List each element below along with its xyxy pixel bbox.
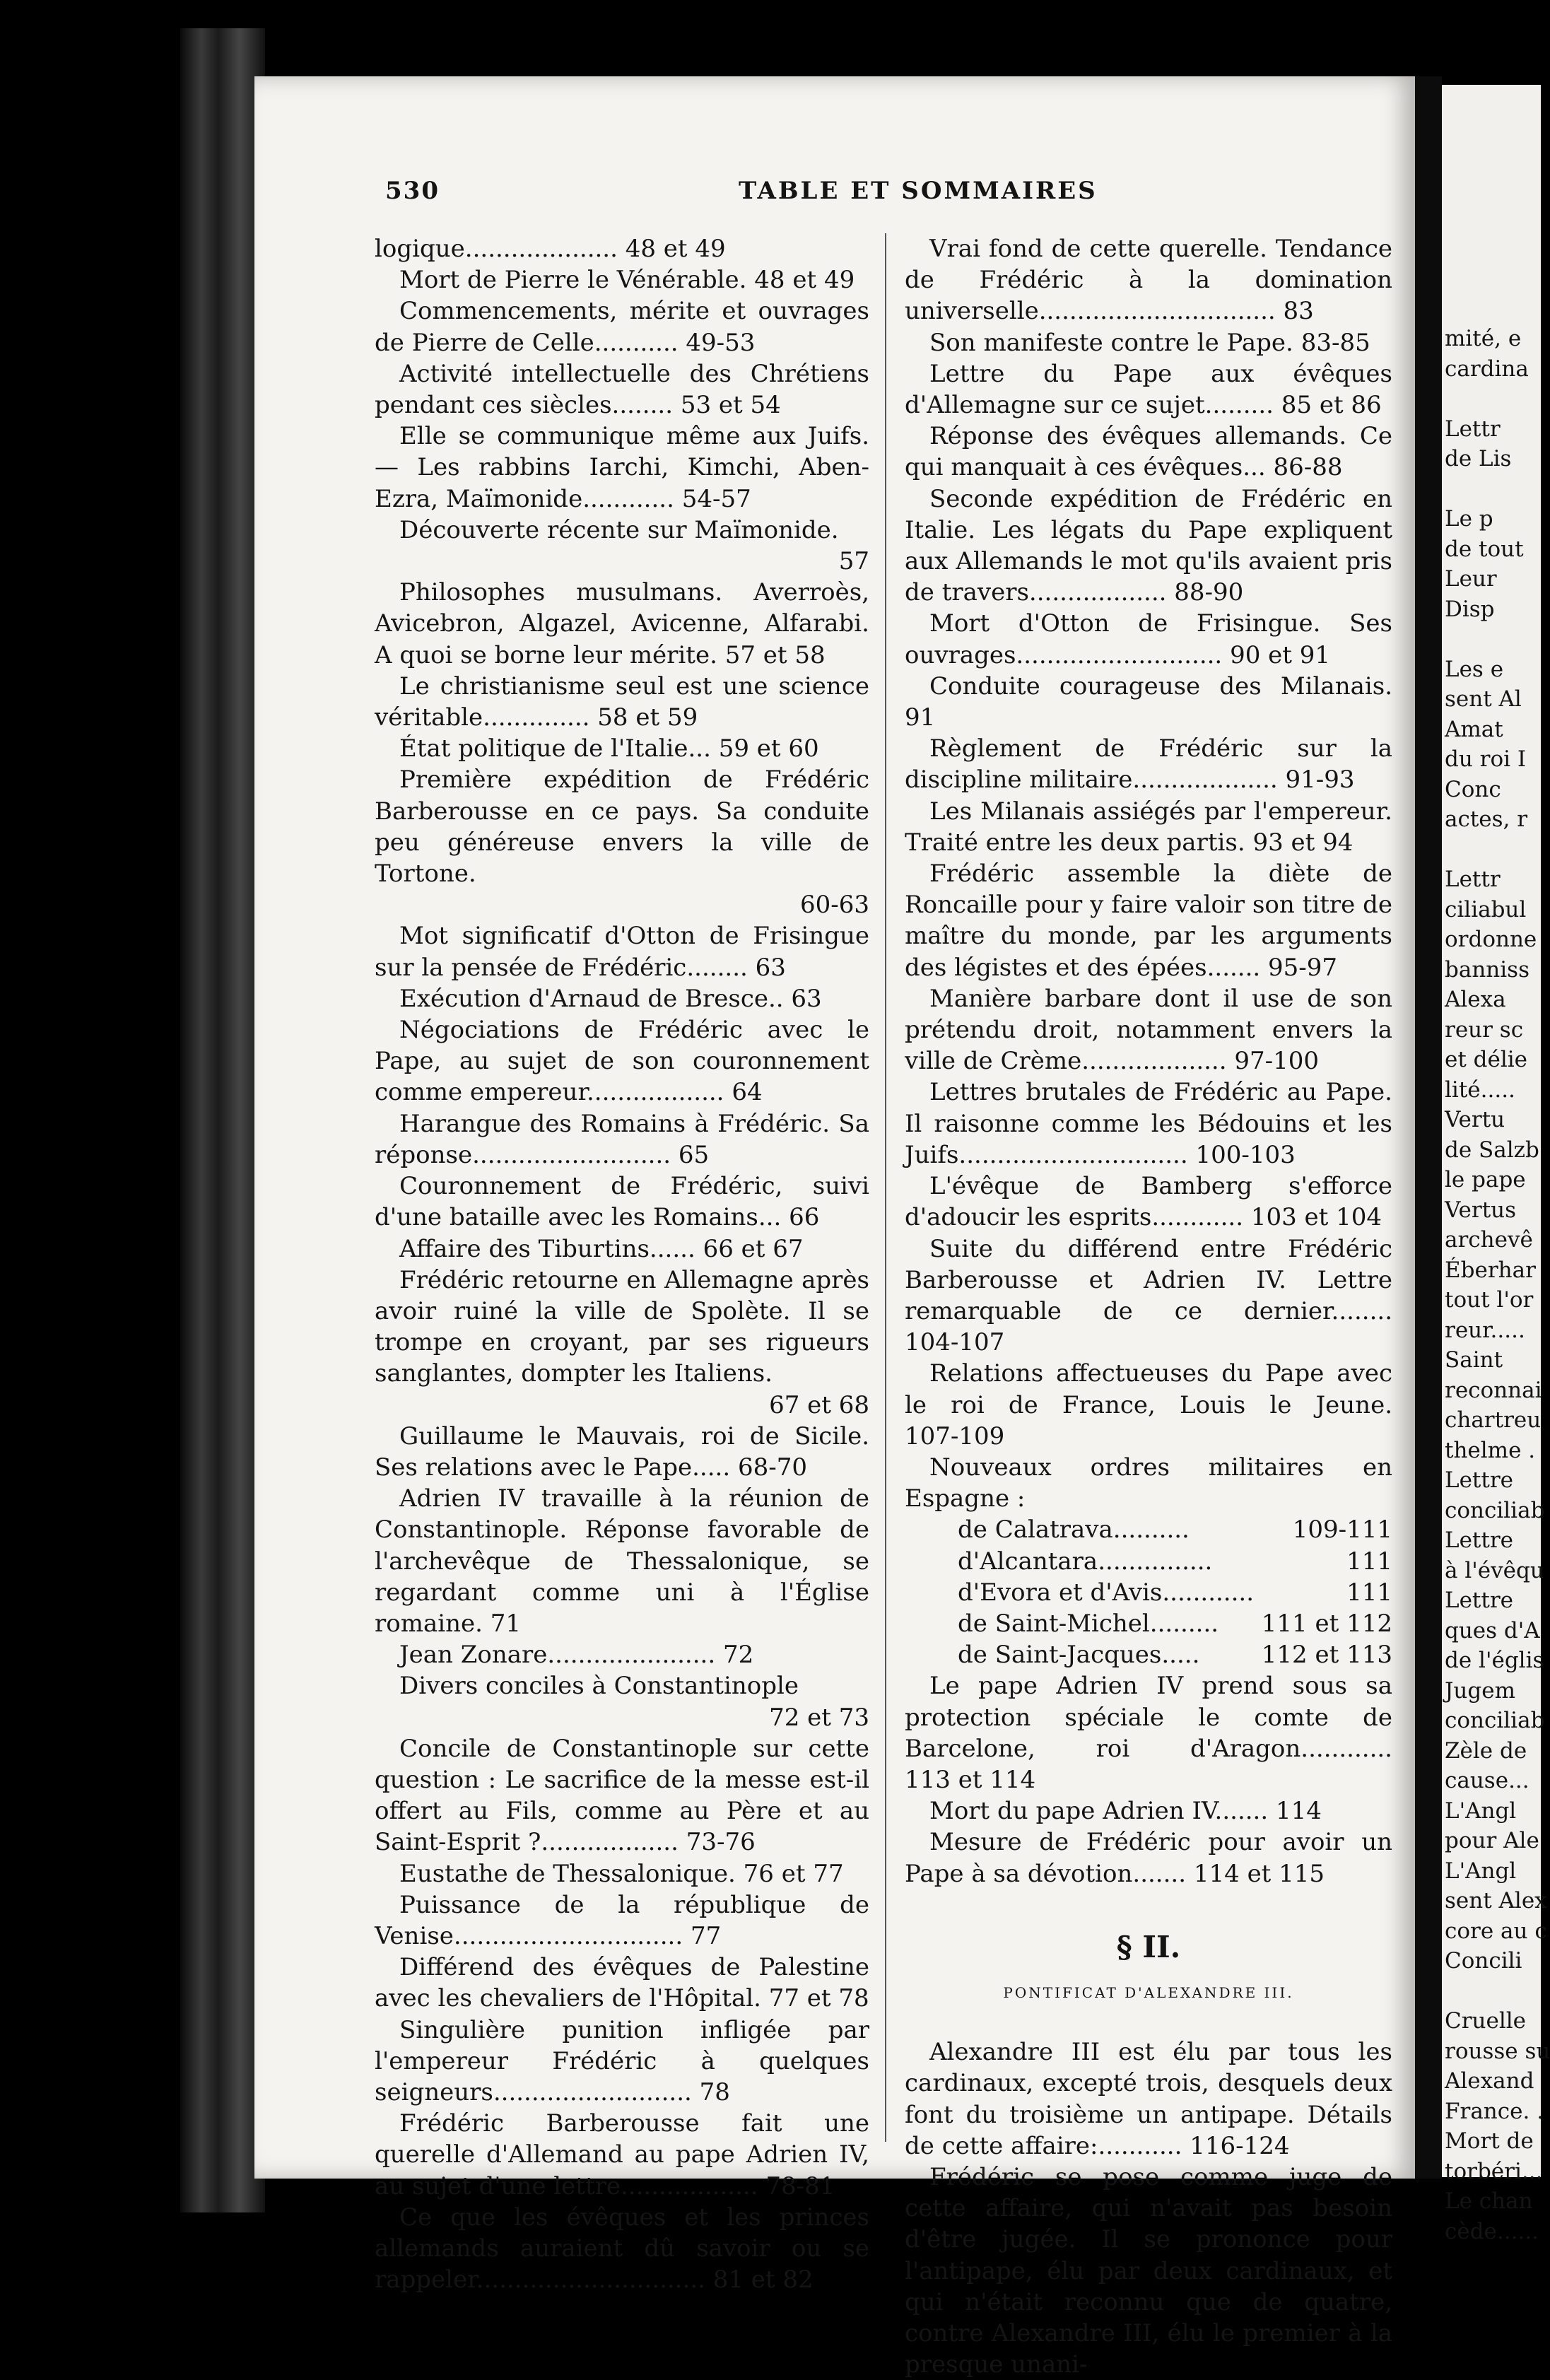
next-page-line: Saint [1445, 1347, 1503, 1373]
next-page-line: le pape [1445, 1167, 1526, 1192]
entry-text: État politique de l'Italie... [399, 734, 711, 763]
entry-text: L'évêque de Bamberg s'efforce d'adoucir les esprits............ [905, 1172, 1392, 1232]
entry-text: Guillaume le Mauvais, roi de Sicile. Ses relations avec le Pape..... [375, 1421, 869, 1482]
index-entry [375, 1733, 869, 1858]
next-page-line: de Salzb [1445, 1137, 1539, 1163]
book-edge [180, 28, 265, 2212]
entry-page-ref: 59 et 60 [718, 734, 819, 763]
entry-page-ref: 68-70 [737, 1453, 807, 1482]
index-entry [905, 671, 1392, 733]
entry-text: Frédéric se pose comme juge de cette affaire, qui n'avait pas besoin d'être jugée. Il se prononce pour l'antipape, élu par deux cardinaux, et qui n'était reconnu que de quatre, contre Alexandre III, élu le premier à la presque unani- [905, 2162, 1392, 2379]
entry-page-ref: 83-85 [1301, 328, 1370, 357]
page-number: 530 [385, 177, 440, 205]
entry-page-ref: 116-124 [1190, 2131, 1290, 2160]
index-entry [375, 1952, 869, 2014]
index-entry [905, 2162, 1392, 2380]
entry-page-ref: 114 et 115 [1193, 1859, 1325, 1888]
next-page-line: de Lis [1445, 446, 1512, 471]
entry-page-ref: 97-100 [1234, 1047, 1320, 1076]
running-title: TABLE ET SOMMAIRES [739, 177, 1098, 205]
entry-page-ref: 54-57 [681, 484, 751, 513]
entry-page-ref: 91-93 [1285, 766, 1355, 795]
next-page-line: thelme . [1445, 1437, 1536, 1463]
entry-text: Découverte récente sur Maïmonide. [399, 515, 839, 544]
index-entry [905, 1077, 1392, 1171]
entry-text: Le pape Adrien IV prend sous sa protection spéciale le comte de Barcelone, roi d'Aragon............ [905, 1672, 1392, 1763]
index-entry [905, 327, 1392, 358]
order-name: d'Evora et d'Avis............ [958, 1578, 1255, 1607]
entry-page-ref: 48 et 49 [754, 266, 855, 295]
entry-text: Concile de Constantinople sur cette question : Le sacrifice de la messe est-il offert au Fils, comme au Père et au Saint-Esprit ?.................. [375, 1734, 869, 1857]
next-page-line: chartreu [1445, 1407, 1542, 1433]
index-entry [375, 764, 869, 889]
next-page-line: ordonne [1445, 927, 1537, 952]
entry-page-ref: 66 [789, 1203, 820, 1232]
entry-page-ref: 63 [791, 984, 822, 1013]
entry-page-ref: 103 et 104 [1250, 1203, 1382, 1232]
index-entry [905, 1358, 1392, 1452]
index-entry [375, 671, 869, 733]
entry-page-ref: 71 [490, 1609, 522, 1638]
entry-page-ref: 113 et 114 [905, 1765, 1036, 1794]
next-page-line: archevê [1445, 1227, 1533, 1253]
entry-text: Le christianisme seul est une science véritable.............. [375, 672, 869, 732]
next-page-line: core au c [1445, 1918, 1547, 1944]
entry-page-ref: 72 et 73 [769, 1703, 869, 1732]
military-order-entry [905, 1608, 1392, 1639]
index-entry [375, 1670, 869, 1701]
entry-page-ref: 53 et 54 [680, 391, 781, 420]
entry-page-ref: 67 et 68 [769, 1390, 869, 1419]
index-entry [905, 983, 1392, 1077]
index-entry [375, 577, 869, 671]
index-entry [905, 608, 1392, 670]
entry-page-ref: 95-97 [1268, 953, 1338, 982]
entry-page-ref: 114 [1275, 1797, 1322, 1826]
entry-text: Relations affectueuses du Pape avec le roi de France, Louis le Jeune. [905, 1359, 1392, 1419]
entry-page-ref: 60-63 [799, 891, 869, 920]
entry-text: Commencements, mérite et ouvrages de Pierre de Celle........... [375, 297, 869, 357]
next-page-line: reconnai [1445, 1377, 1542, 1403]
next-page-line: et délie [1445, 1047, 1528, 1072]
entry-text: Mesure de Frédéric pour avoir un Pape à sa dévotion....... [905, 1828, 1392, 1888]
next-page-line: Lettre [1445, 1528, 1514, 1553]
next-page-line: lité..... [1445, 1077, 1515, 1103]
right-column [905, 233, 1392, 2380]
next-page-line: mité, e [1445, 326, 1522, 351]
index-entry [375, 1421, 869, 1483]
entry-page-ref: 83 [1283, 297, 1314, 326]
entry-text: Suite du différend entre Frédéric Barberousse et Adrien IV. Lettre remarquable de ce dernier........ [905, 1234, 1392, 1325]
entry-page-ref: 64 [732, 1078, 763, 1107]
next-page-line: pour Ale [1445, 1828, 1539, 1853]
entry-text: Frédéric Barberousse fait une querelle d'Allemand au pape Adrien IV, au sujet d'une lettre.................. [375, 2109, 869, 2200]
order-name: d'Alcantara............... [958, 1547, 1213, 1576]
index-entry [375, 358, 869, 421]
next-page-line: Jugem [1445, 1677, 1515, 1704]
entry-page-ref: 63 [755, 953, 786, 982]
next-page-line: actes, r [1445, 807, 1528, 832]
next-page-line: L'Angl [1445, 1858, 1517, 1884]
entry-page-ref: 66 et 67 [703, 1234, 804, 1263]
next-page-line: cardina [1445, 356, 1529, 382]
index-entry [375, 1108, 869, 1171]
next-page-line: à l'évêqu [1445, 1557, 1544, 1583]
entry-text: Mot significatif d'Otton de Frisingue sur la pensée de Frédéric........ [375, 922, 869, 982]
section-heading: § II. [1116, 1929, 1181, 1964]
index-entry [375, 421, 869, 515]
entry-text: Activité intellectuelle des Chrétiens pendant ces siècles........ [375, 359, 869, 420]
index-entry [375, 1858, 869, 1889]
entry-text: Frédéric assemble la diète de Roncaille pour y faire valoir son titre de maître du monde, par les arguments des légistes et des épées....... [905, 860, 1392, 982]
next-page-line: de l'églis [1445, 1648, 1544, 1673]
entry-text: Mort du pape Adrien IV....... [929, 1797, 1269, 1826]
entry-page-ref: 111 [1346, 1578, 1392, 1607]
entry-page-ref: 72 [722, 1641, 754, 1670]
military-order-entry [905, 1577, 1392, 1608]
entry-page-ref: 109-111 [1292, 1516, 1392, 1544]
entry-page-ref: 57 et 58 [724, 640, 826, 669]
order-name: de Saint-Michel......... [958, 1609, 1219, 1638]
entry-page-ref: 49-53 [686, 328, 756, 357]
index-entry [905, 1233, 1392, 1359]
entry-text: Réponse des évêques allemands. Ce qui manquait à ces évêques... [905, 422, 1392, 482]
next-page-line: reur..... [1445, 1317, 1525, 1343]
index-entry [905, 1452, 1392, 1514]
index-entry [905, 483, 1392, 609]
index-entry [905, 2036, 1392, 2162]
index-entry [375, 1639, 869, 1670]
index-entry [375, 2015, 869, 2109]
index-entry [905, 733, 1392, 795]
left-column [375, 233, 869, 2295]
index-entry [375, 1171, 869, 1233]
entry-text: Lettre du Pape aux évêques d'Allemagne sur ce sujet......... [905, 359, 1392, 420]
entry-page-ref: 78-81 [765, 2171, 835, 2200]
order-name: de Saint-Jacques..... [958, 1641, 1200, 1670]
entry-page-ref: 57 [838, 547, 869, 576]
page-header [385, 177, 1438, 212]
entry-page-ref: 90 et 91 [1230, 640, 1330, 669]
entry-text: Négociations de Frédéric avec le Pape, au sujet de son couronnement comme empereur.................. [375, 1016, 869, 1107]
index-entry [905, 796, 1392, 858]
next-page-line: Mort de [1445, 2128, 1534, 2154]
section-subtitle: PONTIFICAT D'ALEXANDRE III. [1003, 1983, 1294, 2001]
next-page-line: Vertus [1445, 1197, 1517, 1223]
entry-page-ref: 85 et 86 [1281, 391, 1382, 420]
entry-page-ref: 76 et 77 [743, 1859, 844, 1888]
next-page-line: Alexa [1445, 987, 1506, 1012]
entry-text: Conduite courageuse des Milanais. [929, 672, 1392, 700]
next-page-line: France. . [1445, 2098, 1544, 2124]
entry-text: Lettres brutales de Frédéric au Pape. Il raisonne comme les Bédouins et les Juifs.............................. [905, 1078, 1392, 1169]
next-page-line: conciliab [1445, 1708, 1545, 1733]
entry-text: Différend des évêques de Palestine avec les chevaliers de l'Hôpital. [375, 1953, 869, 2013]
index-entry [375, 733, 869, 764]
index-entry [375, 1483, 869, 1639]
next-page-line: sent Alex [1445, 1888, 1547, 1913]
entry-text: Singulière punition infligée par l'empereur Frédéric à quelques seigneurs.......................... [375, 2015, 869, 2106]
entry-page-ref: 88-90 [1174, 578, 1244, 607]
entry-page-ref: 65 [678, 1140, 710, 1169]
next-page-line: torbéri... [1445, 2158, 1543, 2184]
next-page-line: Éberhar [1445, 1257, 1536, 1283]
next-page-line: rousse su [1445, 2038, 1550, 2064]
entry-text: Vrai fond de cette querelle. Tendance de Frédéric à la domination universelle............................... [905, 235, 1392, 326]
entry-text: Son manifeste contre le Pape. [929, 328, 1293, 357]
next-page-line: de tout [1445, 536, 1524, 562]
next-page-line: sent Al [1445, 686, 1522, 712]
entry-text: Mort d'Otton de Frisingue. Ses ouvrages........................... [905, 609, 1392, 669]
index-entry [375, 1889, 869, 1952]
next-page-line: du roi I [1445, 746, 1527, 772]
next-page-line: Amat [1445, 716, 1503, 742]
next-page-line: ques d'A [1445, 1617, 1540, 1643]
entry-text: Manière barbare dont il use de son prétendu droit, notamment envers la ville de Crème................... [905, 984, 1392, 1076]
index-entry [905, 358, 1392, 421]
entry-page-ref: 77 [690, 1921, 722, 1950]
next-page-line: Lettr [1445, 867, 1501, 892]
entry-page-ref: 81 et 82 [712, 2265, 814, 2294]
military-order-entry [905, 1546, 1392, 1577]
entry-text: Elle se communique même aux Juifs. — Les rabbins Iarchi, Kimchi, Aben-Ezra, Maïmonide............ [375, 422, 869, 513]
next-page-line: Cruelle [1445, 2008, 1527, 2034]
entry-page-ref: 58 et 59 [597, 703, 698, 732]
next-page-line: Disp [1445, 596, 1495, 622]
entry-page-ref: 112 et 113 [1261, 1641, 1392, 1670]
next-page-line: cède...... [1445, 2218, 1539, 2244]
order-name: de Calatrava.......... [958, 1516, 1190, 1544]
index-entry [905, 858, 1392, 983]
entry-text: Ce que les évêques et les princes allemands auraient dû savoir ou se rappeler.............................. [375, 2203, 869, 2294]
entry-page-ref: 91 [905, 703, 936, 732]
index-entry [905, 1827, 1392, 1889]
next-page-line: conciliab [1445, 1497, 1545, 1523]
index-entry [905, 1795, 1392, 1827]
next-page-line: Lettr [1445, 416, 1501, 442]
entry-text: logique.................... [375, 235, 618, 263]
next-page-line: Les e [1445, 656, 1504, 682]
entry-text: Jean Zonare...................... [399, 1641, 716, 1670]
entry-page-ref: 73-76 [686, 1828, 756, 1857]
column-divider [885, 233, 886, 2142]
next-page-line: Lettre [1445, 1588, 1514, 1613]
entry-text: Eustathe de Thessalonique. [399, 1859, 736, 1888]
next-page-line: reur sc [1445, 1016, 1524, 1043]
next-page-line: cause... [1445, 1768, 1530, 1793]
index-entry [375, 2108, 869, 2202]
next-page-line: Alexand [1445, 2068, 1534, 2094]
entry-text: Philosophes musulmans. Averroès, Avicebron, Algazel, Avicenne, Alfarabi. A quoi se borne leur mérite. [375, 578, 869, 669]
next-page-line: Leur [1445, 566, 1497, 592]
entry-page-ref: 111 [1346, 1547, 1392, 1576]
next-page-line: Lettre [1445, 1467, 1514, 1493]
index-entry [905, 421, 1392, 483]
next-page-line: Le p [1445, 506, 1493, 532]
next-page-line: Concili [1445, 1948, 1522, 1974]
entry-text: Harangue des Romains à Frédéric. Sa réponse.......................... [375, 1109, 869, 1169]
index-entry [375, 1233, 869, 1265]
entry-text: Mort de Pierre le Vénérable. [399, 266, 747, 295]
military-order-entry [905, 1639, 1392, 1670]
entry-page-ref: 111 et 112 [1261, 1609, 1392, 1638]
index-entry [905, 233, 1392, 327]
next-page-line: ciliabul [1445, 896, 1527, 922]
entry-text: Puissance de la république de Venise.............................. [375, 1890, 869, 1950]
entry-page-ref: 48 et 49 [625, 235, 726, 263]
gutter [1415, 76, 1442, 2179]
entry-page-ref: 107-109 [905, 1421, 1005, 1450]
entry-page-ref: 78 [699, 2077, 730, 2106]
military-order-entry [905, 1514, 1392, 1545]
next-page-line: tout l'or [1445, 1287, 1534, 1313]
entry-text: Alexandre III est élu par tous les cardinaux, excepté trois, desquels deux font du troisième un antipape. Détails de cette affaire:........... [905, 2038, 1392, 2160]
entry-page-ref: 86-88 [1273, 453, 1343, 482]
entry-text: Affaire des Tiburtins...... [399, 1234, 695, 1263]
entry-text: Divers conciles à Constantinople [399, 1672, 799, 1701]
entry-text: Frédéric retourne en Allemagne après avoir ruiné la ville de Spolète. Il se trompe en croyant, par ses rigueurs sanglantes, dompter les Italiens. [375, 1265, 869, 1388]
index-entry [375, 1265, 869, 1390]
next-page-fragment [1442, 85, 1550, 2244]
entry-text: Exécution d'Arnaud de Bresce.. [399, 984, 784, 1013]
entry-text: Première expédition de Frédéric Barberousse en ce pays. Sa conduite peu généreuse envers la ville de Tortone. [375, 766, 869, 889]
next-page-line: Zèle de [1445, 1737, 1527, 1764]
entry-page-ref: 77 et 78 [768, 1984, 869, 2013]
entry-text: Seconde expédition de Frédéric en Italie. Les légats du Pape expliquent aux Allemands le mot qu'ils avaient pris de travers.................. [905, 484, 1392, 607]
entry-page-ref: 100-103 [1195, 1140, 1296, 1169]
index-entry [375, 1014, 869, 1108]
next-page-line: banniss [1445, 956, 1530, 983]
index-entry [375, 2202, 869, 2296]
index-entry [905, 1670, 1392, 1795]
entry-text: Nouveaux ordres militaires en Espagne : [905, 1453, 1392, 1513]
entry-page-ref: 93 et 94 [1252, 828, 1354, 857]
next-page-line: L'Angl [1445, 1798, 1517, 1824]
next-page-line: Vertu [1445, 1107, 1505, 1132]
index-entry [375, 983, 869, 1014]
index-entry [375, 295, 869, 358]
entry-text: Les Milanais assiégés par l'empereur. Traité entre les deux partis. [905, 797, 1392, 857]
next-page-line: Conc [1445, 776, 1501, 802]
index-entry [375, 920, 869, 983]
index-entry [375, 264, 869, 295]
index-entry [375, 233, 869, 264]
next-page-line: Le chan [1445, 2188, 1533, 2214]
entry-page-ref: 104-107 [905, 1328, 1005, 1357]
entry-text: Adrien IV travaille à la réunion de Constantinople. Réponse favorable de l'archevêque de Thessalonique, se regardant comme uni à l'Église romaine. [375, 1484, 869, 1638]
entry-text: Couronnement de Frédéric, suivi d'une bataille avec les Romains... [375, 1172, 869, 1232]
index-entry [375, 515, 869, 546]
entry-text: Règlement de Frédéric sur la discipline militaire................... [905, 734, 1392, 795]
index-entry [905, 1171, 1392, 1233]
